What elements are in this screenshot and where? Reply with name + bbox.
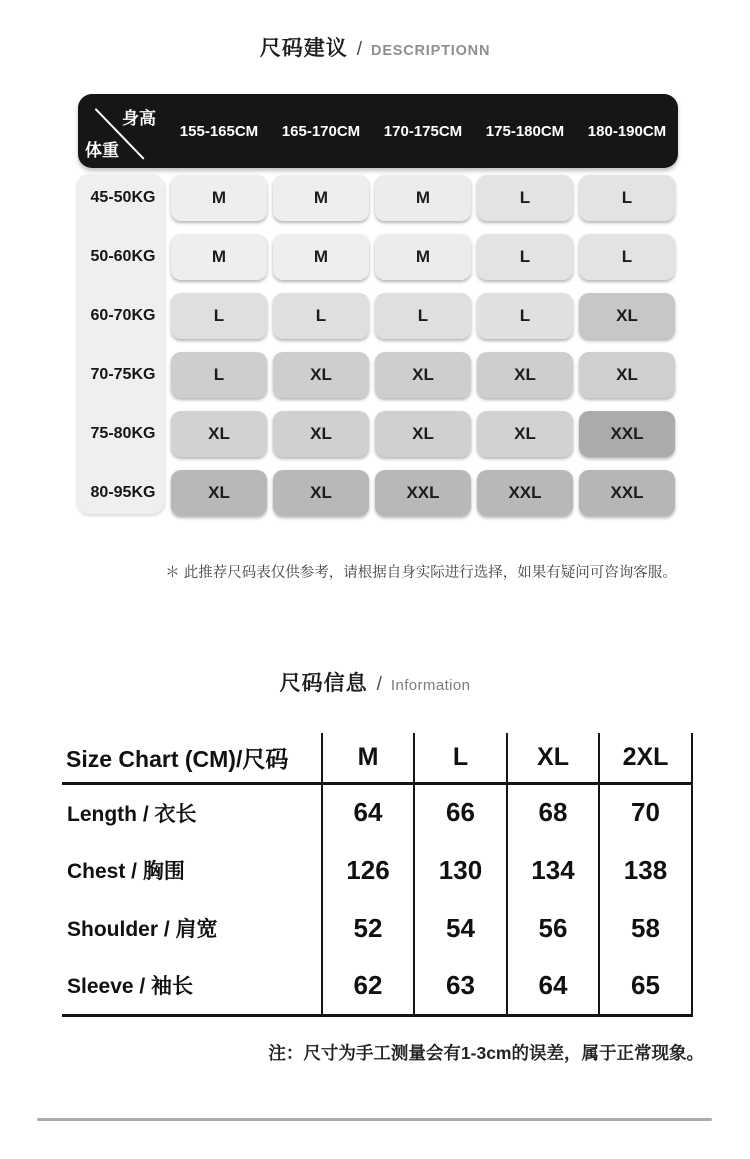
size-cell: XL [579,293,675,339]
size-matrix-note: ＊ 此推荐尺码表仅供参考，请根据自身实际进行选择，如果有疑问可咨询客服。 [165,565,677,581]
size-cell: XL [273,470,369,516]
height-col-header: 175-180CM [485,122,565,140]
corner-weight-label: 体重 [85,141,119,160]
size-matrix-grid [78,168,678,522]
matrix-cell-slot [168,404,270,463]
info-size-col-header: XL [507,733,599,783]
size-cell: M [273,234,369,280]
measurement-value: 70 [599,783,692,841]
weight-row-label: 50-60KG [90,247,156,265]
size-cell: M [171,234,267,280]
size-cell: L [477,175,573,221]
size-cell: M [171,175,267,221]
matrix-cell-slot [168,227,270,286]
size-matrix-header [78,94,678,168]
matrix-cell-slot [576,404,678,463]
size-cell: M [375,234,471,280]
weight-row-label: 80-95KG [90,483,156,501]
title-slash: / [376,674,382,695]
section1-title [0,32,750,62]
matrix-cell-slot [576,227,678,286]
section2-title-zh: 尺码信息 [279,672,368,695]
matrix-cell-slot [576,286,678,345]
measurement-value: 65 [599,957,692,1015]
size-info-table [62,733,693,1017]
measurement-value: 134 [507,841,599,899]
measurement-row-label: Sleeve / 袖长 [62,957,322,1015]
matrix-cell-slot [576,463,678,522]
size-cell: L [273,293,369,339]
weight-row-label: 45-50KG [90,188,156,206]
info-size-col-header: 2XL [599,733,692,783]
matrix-cell-slot [168,168,270,227]
matrix-cell-slot [372,404,474,463]
section2-title [0,667,750,697]
matrix-cell-slot [168,463,270,522]
size-cell: XXL [375,470,471,516]
section2-title-en: Information [390,677,471,694]
matrix-cell-slot [270,404,372,463]
size-cell: XL [171,470,267,516]
matrix-cell-slot [270,463,372,522]
size-cell: XL [477,411,573,457]
section1-title-zh: 尺码建议 [259,37,348,60]
measurement-row-label: Length / 衣长 [67,802,197,826]
matrix-cell-slot [270,227,372,286]
size-cell: XL [375,352,471,398]
info-size-col-header: M [322,733,414,783]
size-cell: L [171,293,267,339]
measurement-value: 130 [414,841,507,899]
size-cell: XL [477,352,573,398]
weight-row-label: 60-70KG [90,306,156,324]
size-cell: XXL [579,411,675,457]
bottom-divider [37,1118,712,1121]
weight-row-label: 75-80KG [90,424,156,442]
matrix-cell-slot [474,404,576,463]
matrix-cell-slot [372,345,474,404]
size-cell: L [375,293,471,339]
matrix-cell-slot [474,227,576,286]
matrix-corner-cell [78,94,170,168]
height-col-header: 170-175CM [383,122,463,140]
matrix-cell-slot [168,345,270,404]
size-cell: M [273,175,369,221]
matrix-cell-slot [168,286,270,345]
measurement-value: 66 [414,783,507,841]
matrix-cell-slot [372,227,474,286]
matrix-cell-slot [474,345,576,404]
weight-row-label: 70-75KG [90,365,156,383]
matrix-cell-slot [372,463,474,522]
section1-title-en: DESCRIPTIONN [371,43,491,59]
height-col-header: 165-170CM [281,122,361,140]
size-cell: L [171,352,267,398]
size-cell: XXL [477,470,573,516]
height-col-header: 180-190CM [587,122,667,140]
measurement-value: 54 [414,899,507,957]
matrix-cell-slot [270,286,372,345]
size-cell: XL [273,352,369,398]
matrix-cell-slot [474,286,576,345]
matrix-cell-slot [270,345,372,404]
measurement-value: 62 [322,957,414,1015]
size-cell: L [477,293,573,339]
measurement-value: 126 [322,841,414,899]
measurement-row-label: Chest / 胸围 [67,860,185,883]
size-cell: L [579,175,675,221]
matrix-cell-slot [576,168,678,227]
measurement-value: 52 [322,899,414,957]
matrix-cell-slot [372,286,474,345]
size-cell: XL [579,352,675,398]
measurement-value: 56 [507,899,599,957]
height-col-header: 155-165CM [179,122,259,140]
measurement-value: 138 [599,841,692,899]
size-cell: XL [375,411,471,457]
matrix-cell-slot [372,168,474,227]
measurement-row-label: Shoulder / 肩宽 [67,918,218,941]
info-size-col-header: L [414,733,507,783]
measurement-value: 64 [322,783,414,841]
matrix-cell-slot [576,345,678,404]
title-slash: / [356,39,363,60]
info-table-header: Size Chart (CM)/尺码 [62,733,322,783]
measurement-tolerance-note: 注：尺寸为手工测量会有1-3cm的误差，属于正常现象。 [268,1043,704,1063]
measurement-value: 58 [599,899,692,957]
matrix-cell-slot [474,168,576,227]
matrix-cell-slot [270,168,372,227]
matrix-cell-slot [474,463,576,522]
corner-height-label: 身高 [122,109,156,128]
size-cell: L [579,234,675,280]
measurement-value: 68 [507,783,599,841]
size-cell: M [375,175,471,221]
size-cell: XL [171,411,267,457]
size-cell: XXL [579,470,675,516]
measurement-value: 64 [507,957,599,1015]
measurement-value: 63 [414,957,507,1015]
height-column-headers [168,94,678,168]
size-cell: XL [273,411,369,457]
size-cell: L [477,234,573,280]
